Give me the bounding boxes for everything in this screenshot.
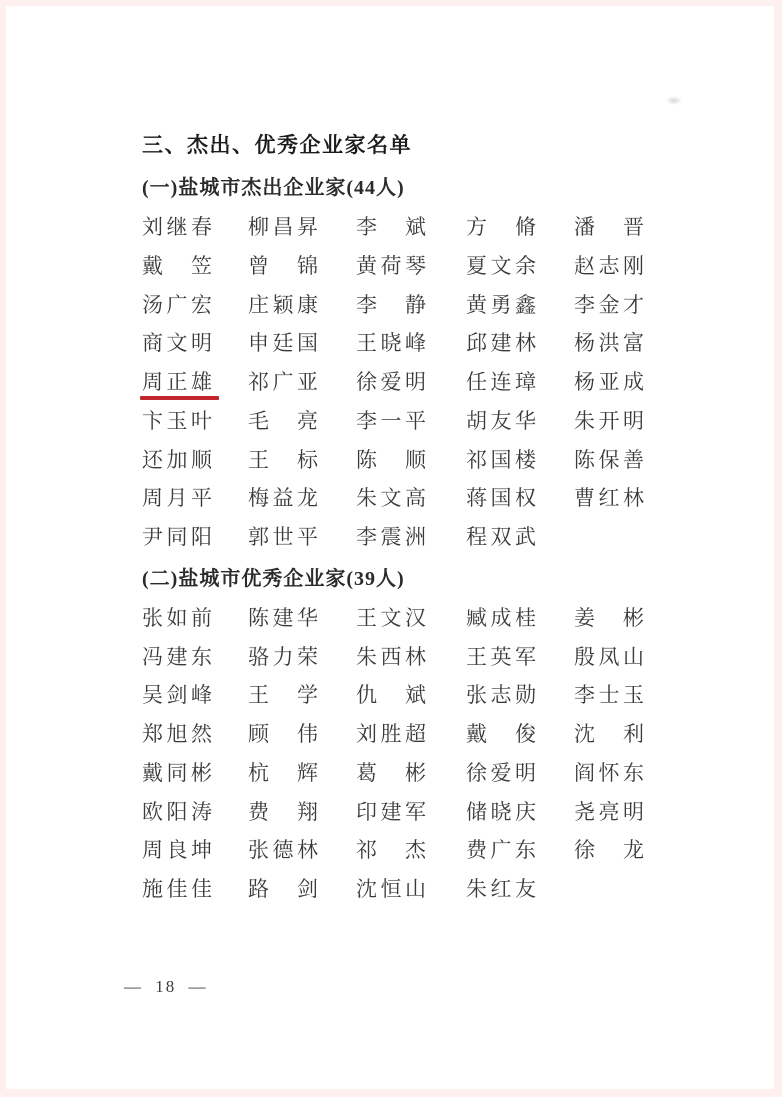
name-cell: 汤广宏 xyxy=(142,292,216,317)
name-cell: 臧成桂 xyxy=(466,605,540,630)
name-cell: 曹红林 xyxy=(574,486,648,511)
name-cell: 李震洲 xyxy=(356,525,430,549)
name-cell: 程双武 xyxy=(466,525,540,549)
name-cell: 赵志刚 xyxy=(574,253,648,278)
name-cell: 王 标 xyxy=(248,447,322,472)
name-cell: 朱西林 xyxy=(356,644,430,669)
name-cell: 周月平 xyxy=(142,486,216,511)
name-cell: 徐爱明 xyxy=(356,370,430,394)
name-cell: 李一平 xyxy=(356,408,430,433)
section-title: (二)盐城市优秀企业家(39人) xyxy=(142,567,405,590)
name-cell: 王英军 xyxy=(466,644,540,669)
red-underline xyxy=(140,396,219,400)
name-cell: 黄荷琴 xyxy=(356,253,430,278)
name-cell: 夏文余 xyxy=(466,253,540,278)
name-cell: 郭世平 xyxy=(248,525,322,549)
name-cell: 尧亮明 xyxy=(574,799,648,824)
name-cell: 施佳佳 xyxy=(142,877,216,901)
name-cell: 葛 彬 xyxy=(356,760,430,785)
name-cell: 姜 彬 xyxy=(574,605,648,630)
name-cell: 李 静 xyxy=(356,292,430,317)
name-cell: 冯建东 xyxy=(142,644,216,669)
scan-artifact xyxy=(666,96,682,105)
name-cell: 戴同彬 xyxy=(142,760,216,785)
page-number: — 18 — xyxy=(124,977,208,996)
name-cell: 李 斌 xyxy=(356,215,430,239)
name-cell: 徐 龙 xyxy=(574,838,648,863)
name-cell: 王晓峰 xyxy=(356,331,430,356)
name-cell: 阎怀东 xyxy=(574,760,648,785)
name-cell: 黄勇鑫 xyxy=(466,292,540,317)
name-cell: 费广东 xyxy=(466,838,540,863)
name-cell: 刘继春 xyxy=(142,215,216,239)
name-cell: 费 翔 xyxy=(248,799,322,824)
name-cell: 还加顺 xyxy=(142,447,216,472)
name-cell: 祁广亚 xyxy=(248,370,322,394)
name-cell: 祁国楼 xyxy=(466,447,540,472)
name-grid xyxy=(142,606,774,916)
section-title: (一)盐城市杰出企业家(44人) xyxy=(142,177,405,199)
name-cell: 尹同阳 xyxy=(142,525,216,549)
name-cell: 潘 晋 xyxy=(574,215,648,239)
name-cell: 张如前 xyxy=(142,605,216,630)
name-cell: 杭 辉 xyxy=(248,760,322,785)
name-cell: 申廷国 xyxy=(248,331,322,356)
name-cell: 殷凤山 xyxy=(574,644,648,669)
name-cell: 郑旭然 xyxy=(142,722,216,746)
name-cell: 刘胜超 xyxy=(356,722,430,746)
name-cell: 祁 杰 xyxy=(356,838,430,863)
name-cell-highlighted: 周正雄 xyxy=(142,370,248,394)
name-cell: 胡友华 xyxy=(466,408,540,433)
name-cell: 陈保善 xyxy=(574,447,648,472)
name-cell: 毛 亮 xyxy=(248,408,322,433)
name-cell: 储晓庆 xyxy=(466,799,540,824)
name-cell: 吴剑峰 xyxy=(142,683,216,708)
name-cell: 卞玉叶 xyxy=(142,408,216,433)
name-cell: 沈恒山 xyxy=(356,877,430,901)
name-cell: 陈建华 xyxy=(248,605,322,630)
name-cell: 沈 利 xyxy=(574,722,648,746)
name-cell: 张德林 xyxy=(248,838,322,863)
name-cell: 印建军 xyxy=(356,799,430,824)
name-cell: 路 剑 xyxy=(248,877,322,901)
name-cell: 柳昌昇 xyxy=(248,215,322,239)
name-cell: 陈 顺 xyxy=(356,447,430,472)
name-cell: 骆力荣 xyxy=(248,644,322,669)
name-cell: 顾 伟 xyxy=(248,722,322,746)
name-cell: 徐爱明 xyxy=(466,760,540,785)
name-cell: 李士玉 xyxy=(574,683,648,708)
name-cell: 周良坤 xyxy=(142,838,216,863)
name-cell: 李金才 xyxy=(574,292,648,317)
name-cell: 杨亚成 xyxy=(574,370,648,394)
name-cell: 朱红友 xyxy=(466,877,540,901)
name-cell: 杨洪富 xyxy=(574,331,648,356)
name-cell: 张志勋 xyxy=(466,683,540,708)
name-cell: 庄颖康 xyxy=(248,292,322,317)
name-grid xyxy=(142,215,774,564)
name-cell: 曾 锦 xyxy=(248,253,322,278)
page-title: 三、杰出、优秀企业家名单 xyxy=(142,133,412,157)
name-sections xyxy=(142,175,774,916)
name-cell: 王文汉 xyxy=(356,605,430,630)
name-cell: 方 脩 xyxy=(466,215,540,239)
name-cell: 蒋国权 xyxy=(466,486,540,511)
name-cell: 梅益龙 xyxy=(248,486,322,511)
name-cell: 朱文高 xyxy=(356,486,430,511)
name-cell: 商文明 xyxy=(142,331,216,356)
document-page xyxy=(6,6,774,1089)
name-cell: 欧阳涛 xyxy=(142,799,216,824)
name-cell: 任连璋 xyxy=(466,370,540,394)
name-cell: 戴 俊 xyxy=(466,722,540,746)
name-cell: 邱建林 xyxy=(466,331,540,356)
name-cell: 朱开明 xyxy=(574,408,648,433)
name-cell: 戴 笠 xyxy=(142,253,216,278)
name-cell: 王 学 xyxy=(248,683,322,708)
name-cell: 仇 斌 xyxy=(356,683,430,708)
